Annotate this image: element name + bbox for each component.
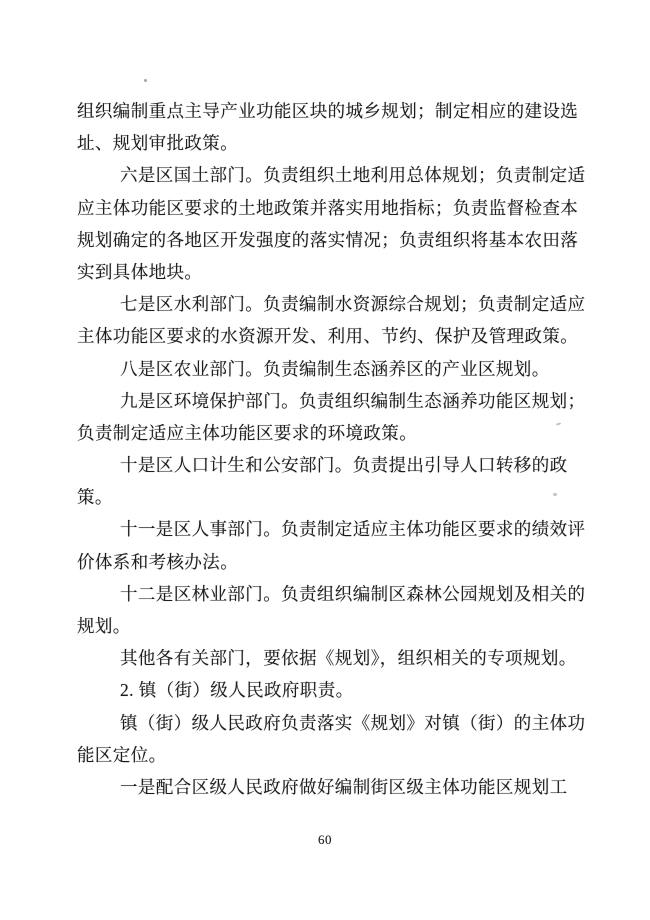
document-line: 一是配合区级人民政府做好编制街区级主体功能区规划工 xyxy=(120,776,568,797)
document-line: 镇（街）级人民政府负责落实《规划》对镇（街）的主体功 xyxy=(120,712,586,733)
document-line: 策。 xyxy=(77,487,113,508)
document-line: 规划确定的各地区开发强度的落实情况；负责组织将基本农田落 xyxy=(77,229,579,250)
document-line: 七是区水利部门。负责编制水资源综合规划；负责制定适应 xyxy=(120,294,586,315)
document-line: 九是区环境保护部门。负责组织编制生态涵养功能区规划； xyxy=(120,390,586,411)
document-line: 应主体功能区要求的土地政策并落实用地指标；负责监督检查本 xyxy=(77,197,579,218)
document-line: 十二是区林业部门。负责组织编制区森林公园规划及相关的 xyxy=(120,583,586,604)
document-line: 主体功能区要求的水资源开发、利用、节约、保护及管理政策。 xyxy=(77,326,579,347)
document-line: 实到具体地块。 xyxy=(77,261,203,282)
page-number: 60 xyxy=(318,832,332,847)
document-line: 十是区人口计生和公安部门。负责提出引导人口转移的政 xyxy=(120,455,568,476)
document-line: 其他各有关部门，要依据《规划》，组织相关的专项规划。 xyxy=(120,648,577,669)
document-line: 八是区农业部门。负责编制生态涵养区的产业区规划。 xyxy=(120,358,550,379)
document-line: 负责制定适应主体功能区要求的环境政策。 xyxy=(77,422,418,443)
document-line: 价体系和考核办法。 xyxy=(77,551,239,572)
document-line: 规划。 xyxy=(77,616,131,636)
scan-artifact xyxy=(553,493,557,496)
scan-artifact xyxy=(144,79,147,82)
document-line: 能区定位。 xyxy=(77,744,167,765)
document-line: 六是区国土部门。负责组织土地利用总体规划；负责制定适 xyxy=(120,165,586,186)
document-body xyxy=(77,95,586,803)
document-line: 2. 镇（街）级人民政府职责。 xyxy=(120,680,354,701)
document-line: 十一是区人事部门。负责制定适应主体功能区要求的绩效评 xyxy=(120,519,586,540)
document-line: 组织编制重点主导产业功能区块的城乡规划；制定相应的建设选 xyxy=(77,101,579,121)
document-line: 址、规划审批政策。 xyxy=(77,133,239,154)
